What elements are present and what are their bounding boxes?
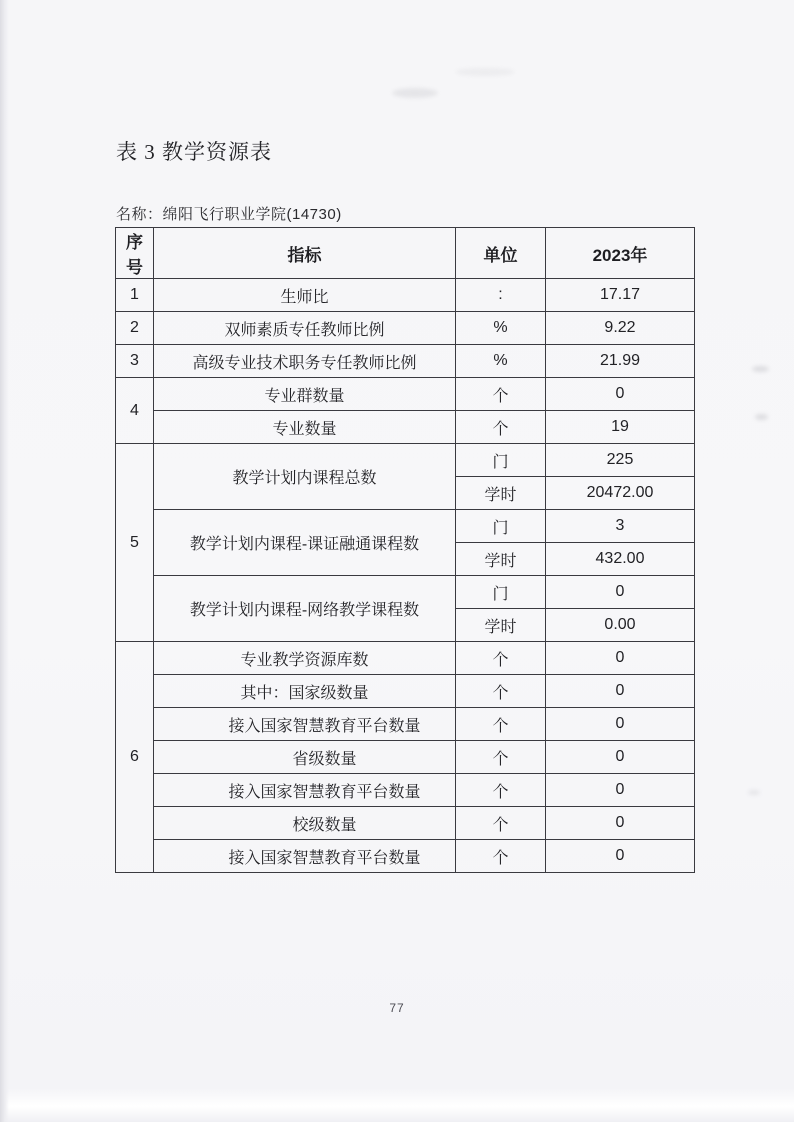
cell-value-2023: 0 <box>546 774 695 807</box>
cell-value-2023: 432.00 <box>546 543 695 576</box>
cell-unit: 个 <box>456 741 546 774</box>
cell-unit: 个 <box>456 807 546 840</box>
cell-unit: 个 <box>456 840 546 873</box>
cell-unit: % <box>456 312 546 345</box>
teaching-resources-table <box>115 227 695 873</box>
cell-seq-number: 5 <box>116 444 154 642</box>
column-header-3: 单位 <box>456 228 546 279</box>
cell-value-2023: 0 <box>546 675 695 708</box>
cell-value-2023: 0.00 <box>546 609 695 642</box>
cell-value-2023: 19 <box>546 411 695 444</box>
table-row <box>116 312 695 345</box>
table-row <box>116 642 695 675</box>
table-row <box>116 840 695 873</box>
table-row <box>116 510 695 543</box>
cell-value-2023: 0 <box>546 807 695 840</box>
cell-value-2023: 17.17 <box>546 279 695 312</box>
cell-indicator: 接入国家智慧教育平台数量 <box>154 774 456 807</box>
cell-seq-number: 2 <box>116 312 154 345</box>
cell-value-2023: 0 <box>546 378 695 411</box>
page-number: 77 <box>389 1001 405 1015</box>
cell-value-2023: 0 <box>546 708 695 741</box>
scan-artifact <box>752 366 769 372</box>
cell-value-2023: 0 <box>546 840 695 873</box>
cell-indicator: 专业教学资源库数 <box>154 642 456 675</box>
cell-value-2023: 21.99 <box>546 345 695 378</box>
table-title: 表 3 教学资源表 <box>116 140 272 164</box>
table-row <box>116 279 695 312</box>
school-name-label: 名称：绵阳飞行职业学院(14730) <box>116 206 342 223</box>
cell-indicator: 高级专业技术职务专任教师比例 <box>154 345 456 378</box>
cell-unit: 门 <box>456 510 546 543</box>
cell-indicator: 双师素质专任教师比例 <box>154 312 456 345</box>
cell-indicator: 省级数量 <box>154 741 456 774</box>
cell-indicator: 接入国家智慧教育平台数量 <box>154 708 456 741</box>
cell-unit: 学时 <box>456 609 546 642</box>
cell-indicator: 专业群数量 <box>154 378 456 411</box>
table-row <box>116 708 695 741</box>
cell-unit: : <box>456 279 546 312</box>
cell-value-2023: 20472.00 <box>546 477 695 510</box>
cell-unit: 学时 <box>456 543 546 576</box>
cell-unit: 个 <box>456 378 546 411</box>
cell-unit: 学时 <box>456 477 546 510</box>
table-row <box>116 345 695 378</box>
cell-value-2023: 0 <box>546 642 695 675</box>
table-head <box>116 228 695 279</box>
cell-unit: 个 <box>456 708 546 741</box>
cell-indicator: 生师比 <box>154 279 456 312</box>
cell-indicator: 接入国家智慧教育平台数量 <box>154 840 456 873</box>
scan-artifact <box>455 68 515 76</box>
table-row <box>116 774 695 807</box>
cell-unit: 个 <box>456 411 546 444</box>
cell-unit: % <box>456 345 546 378</box>
table-row <box>116 444 695 477</box>
cell-indicator: 专业数量 <box>154 411 456 444</box>
table-body <box>116 279 695 873</box>
cell-indicator: 其中：国家级数量 <box>154 675 456 708</box>
table-header-row <box>116 228 695 279</box>
cell-indicator: 教学计划内课程-课证融通课程数 <box>154 510 456 576</box>
table-row <box>116 411 695 444</box>
scan-artifact <box>392 88 438 98</box>
cell-value-2023: 0 <box>546 576 695 609</box>
table-row <box>116 675 695 708</box>
cell-unit: 门 <box>456 576 546 609</box>
table-row <box>116 807 695 840</box>
cell-unit: 个 <box>456 675 546 708</box>
cell-seq-number: 4 <box>116 378 154 444</box>
cell-seq-number: 3 <box>116 345 154 378</box>
table-row <box>116 741 695 774</box>
cell-unit: 个 <box>456 642 546 675</box>
cell-value-2023: 9.22 <box>546 312 695 345</box>
cell-indicator: 教学计划内课程总数 <box>154 444 456 510</box>
table-row <box>116 576 695 609</box>
cell-value-2023: 3 <box>546 510 695 543</box>
cell-indicator: 教学计划内课程-网络教学课程数 <box>154 576 456 642</box>
table-row <box>116 378 695 411</box>
scan-edge-shadow <box>0 0 9 1122</box>
cell-indicator: 校级数量 <box>154 807 456 840</box>
cell-seq-number: 1 <box>116 279 154 312</box>
cell-unit: 门 <box>456 444 546 477</box>
column-header-1: 序号 <box>116 228 154 279</box>
cell-value-2023: 0 <box>546 741 695 774</box>
cell-unit: 个 <box>456 774 546 807</box>
cell-seq-number: 6 <box>116 642 154 873</box>
column-header-2: 指标 <box>154 228 456 279</box>
column-header-4: 2023年 <box>546 228 695 279</box>
scan-artifact <box>748 790 760 795</box>
cell-value-2023: 225 <box>546 444 695 477</box>
scan-artifact <box>755 414 768 420</box>
